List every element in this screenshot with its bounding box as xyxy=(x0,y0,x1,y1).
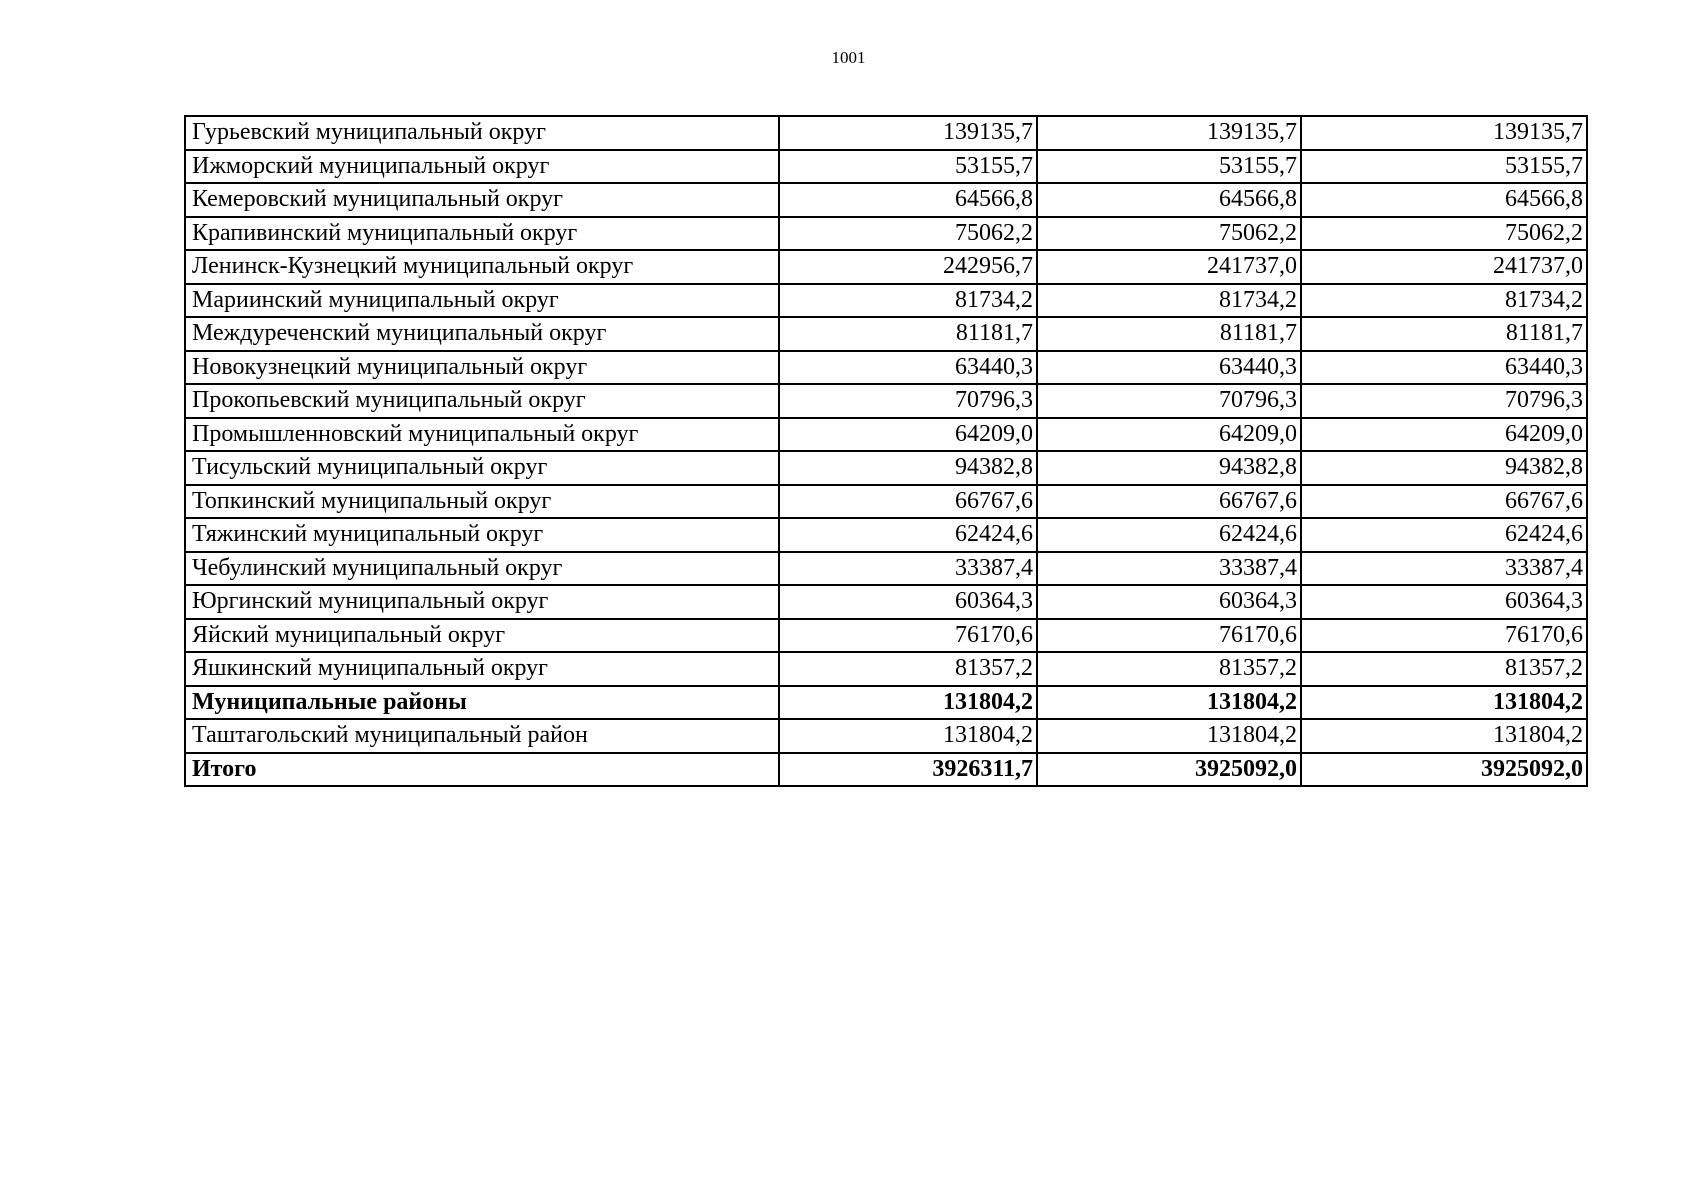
amount-cell-col-3: 76170,6 xyxy=(1301,619,1587,653)
table-row xyxy=(185,250,1587,284)
amount-cell-col-1: 94382,8 xyxy=(779,451,1037,485)
amount-cell-col-1: 70796,3 xyxy=(779,384,1037,418)
municipality-name-cell: Междуреченский муниципальный округ xyxy=(185,317,779,351)
table-row xyxy=(185,351,1587,385)
municipality-name-cell: Ижморский муниципальный округ xyxy=(185,150,779,184)
table-row xyxy=(185,284,1587,318)
table-row xyxy=(185,619,1587,653)
amount-cell-col-3: 131804,2 xyxy=(1301,719,1587,753)
amount-cell-col-1: 64209,0 xyxy=(779,418,1037,452)
page-number: 1001 xyxy=(831,48,866,67)
municipality-name-cell: Кемеровский муниципальный округ xyxy=(185,183,779,217)
amount-cell-col-3: 53155,7 xyxy=(1301,150,1587,184)
amount-cell-col-1: 76170,6 xyxy=(779,619,1037,653)
municipality-name-cell: Тяжинский муниципальный округ xyxy=(185,518,779,552)
table-row xyxy=(185,418,1587,452)
amount-cell-col-1: 33387,4 xyxy=(779,552,1037,586)
amount-cell-col-3: 64566,8 xyxy=(1301,183,1587,217)
table-row xyxy=(185,150,1587,184)
amount-cell-col-2: 64209,0 xyxy=(1037,418,1301,452)
amount-cell-col-1: 66767,6 xyxy=(779,485,1037,519)
amount-cell-col-2: 75062,2 xyxy=(1037,217,1301,251)
amount-cell-col-1: 60364,3 xyxy=(779,585,1037,619)
table-body xyxy=(185,116,1587,786)
municipality-name-cell: Тисульский муниципальный округ xyxy=(185,451,779,485)
table-row xyxy=(185,317,1587,351)
amount-cell-col-2: 131804,2 xyxy=(1037,719,1301,753)
table-row xyxy=(185,384,1587,418)
municipality-name-cell: Итого xyxy=(185,753,779,787)
amount-cell-col-1: 3926311,7 xyxy=(779,753,1037,787)
amount-cell-col-2: 81734,2 xyxy=(1037,284,1301,318)
amount-cell-col-3: 60364,3 xyxy=(1301,585,1587,619)
table-row xyxy=(185,719,1587,753)
amount-cell-col-1: 242956,7 xyxy=(779,250,1037,284)
amount-cell-col-1: 53155,7 xyxy=(779,150,1037,184)
amount-cell-col-3: 63440,3 xyxy=(1301,351,1587,385)
amount-cell-col-1: 81181,7 xyxy=(779,317,1037,351)
table-row xyxy=(185,753,1587,787)
amount-cell-col-1: 64566,8 xyxy=(779,183,1037,217)
amount-cell-col-2: 63440,3 xyxy=(1037,351,1301,385)
table-row xyxy=(185,652,1587,686)
municipality-name-cell: Ленинск-Кузнецкий муниципальный округ xyxy=(185,250,779,284)
amount-cell-col-2: 76170,6 xyxy=(1037,619,1301,653)
amount-cell-col-1: 131804,2 xyxy=(779,719,1037,753)
municipality-name-cell: Крапивинский муниципальный округ xyxy=(185,217,779,251)
municipality-name-cell: Новокузнецкий муниципальный округ xyxy=(185,351,779,385)
amount-cell-col-1: 81734,2 xyxy=(779,284,1037,318)
amount-cell-col-2: 33387,4 xyxy=(1037,552,1301,586)
table-row xyxy=(185,518,1587,552)
amount-cell-col-3: 33387,4 xyxy=(1301,552,1587,586)
amount-cell-col-3: 81181,7 xyxy=(1301,317,1587,351)
amount-cell-col-2: 81357,2 xyxy=(1037,652,1301,686)
amount-cell-col-2: 66767,6 xyxy=(1037,485,1301,519)
table-row xyxy=(185,686,1587,720)
amount-cell-col-3: 81357,2 xyxy=(1301,652,1587,686)
municipality-name-cell: Чебулинский муниципальный округ xyxy=(185,552,779,586)
amount-cell-col-2: 94382,8 xyxy=(1037,451,1301,485)
municipality-name-cell: Яйский муниципальный округ xyxy=(185,619,779,653)
amount-cell-col-3: 62424,6 xyxy=(1301,518,1587,552)
table-row xyxy=(185,116,1587,150)
table-row xyxy=(185,451,1587,485)
amount-cell-col-3: 70796,3 xyxy=(1301,384,1587,418)
amount-cell-col-2: 60364,3 xyxy=(1037,585,1301,619)
budget-table xyxy=(184,115,1588,787)
amount-cell-col-2: 139135,7 xyxy=(1037,116,1301,150)
municipality-name-cell: Муниципальные районы xyxy=(185,686,779,720)
amount-cell-col-3: 131804,2 xyxy=(1301,686,1587,720)
amount-cell-col-3: 139135,7 xyxy=(1301,116,1587,150)
table-row xyxy=(185,183,1587,217)
municipality-name-cell: Мариинский муниципальный округ xyxy=(185,284,779,318)
amount-cell-col-1: 62424,6 xyxy=(779,518,1037,552)
municipality-name-cell: Яшкинский муниципальный округ xyxy=(185,652,779,686)
table-row xyxy=(185,585,1587,619)
amount-cell-col-2: 62424,6 xyxy=(1037,518,1301,552)
amount-cell-col-3: 241737,0 xyxy=(1301,250,1587,284)
amount-cell-col-2: 64566,8 xyxy=(1037,183,1301,217)
municipality-name-cell: Таштагольский муниципальный район xyxy=(185,719,779,753)
amount-cell-col-2: 131804,2 xyxy=(1037,686,1301,720)
municipality-name-cell: Гурьевский муниципальный округ xyxy=(185,116,779,150)
amount-cell-col-1: 75062,2 xyxy=(779,217,1037,251)
amount-cell-col-1: 81357,2 xyxy=(779,652,1037,686)
amount-cell-col-2: 3925092,0 xyxy=(1037,753,1301,787)
table-row xyxy=(185,485,1587,519)
amount-cell-col-1: 131804,2 xyxy=(779,686,1037,720)
amount-cell-col-2: 241737,0 xyxy=(1037,250,1301,284)
amount-cell-col-2: 70796,3 xyxy=(1037,384,1301,418)
amount-cell-col-3: 75062,2 xyxy=(1301,217,1587,251)
table-row xyxy=(185,217,1587,251)
municipality-name-cell: Топкинский муниципальный округ xyxy=(185,485,779,519)
amount-cell-col-3: 64209,0 xyxy=(1301,418,1587,452)
municipality-name-cell: Прокопьевский муниципальный округ xyxy=(185,384,779,418)
municipality-name-cell: Промышленновский муниципальный округ xyxy=(185,418,779,452)
amount-cell-col-1: 63440,3 xyxy=(779,351,1037,385)
amount-cell-col-3: 94382,8 xyxy=(1301,451,1587,485)
table-row xyxy=(185,552,1587,586)
amount-cell-col-1: 139135,7 xyxy=(779,116,1037,150)
amount-cell-col-2: 53155,7 xyxy=(1037,150,1301,184)
amount-cell-col-2: 81181,7 xyxy=(1037,317,1301,351)
municipality-name-cell: Юргинский муниципальный округ xyxy=(185,585,779,619)
amount-cell-col-3: 66767,6 xyxy=(1301,485,1587,519)
amount-cell-col-3: 81734,2 xyxy=(1301,284,1587,318)
amount-cell-col-3: 3925092,0 xyxy=(1301,753,1587,787)
